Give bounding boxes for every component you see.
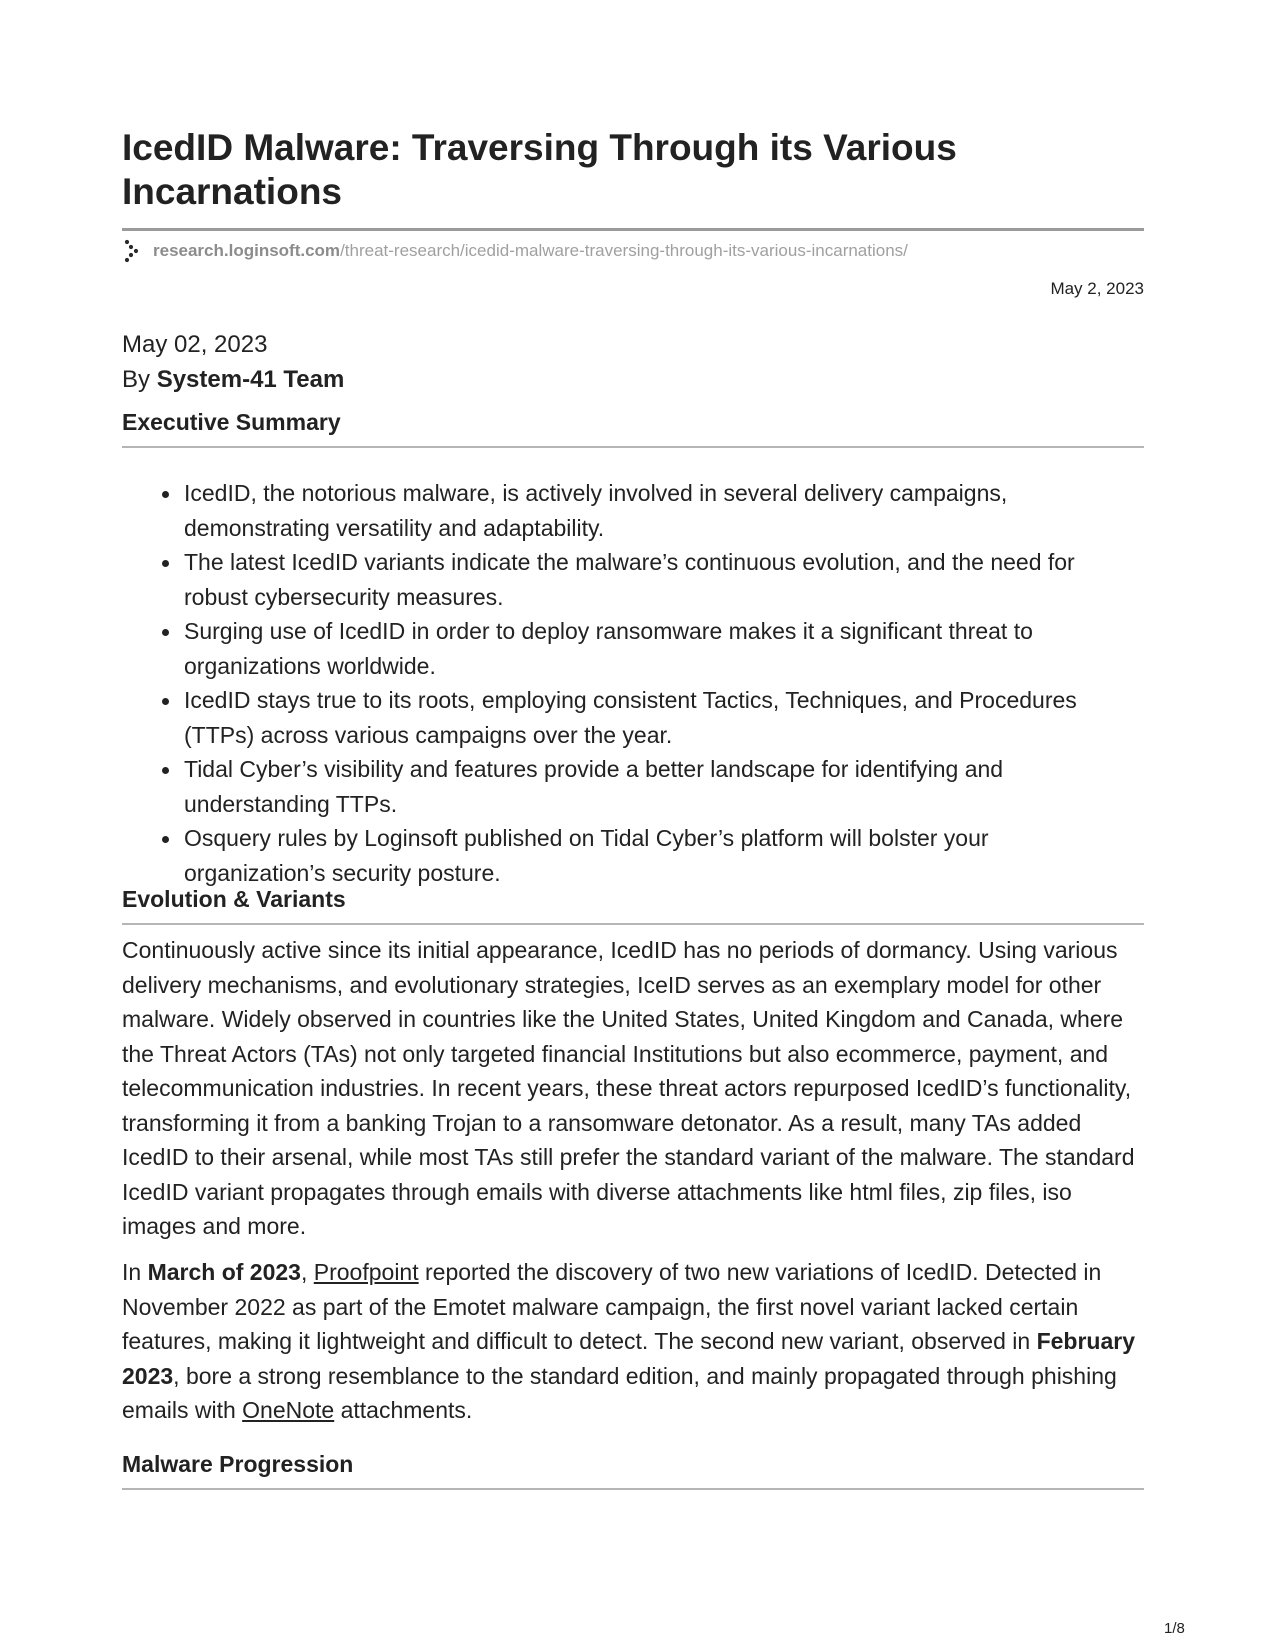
byline: [122, 366, 344, 394]
list-item: Osquery rules by Loginsoft published on Tidal Cyber’s platform will bolster your organization’s security posture.: [184, 821, 1144, 890]
paragraph-text: attachments.: [334, 1397, 473, 1423]
heading-malware-progression: Malware Progression: [122, 1451, 354, 1477]
source-url[interactable]: [122, 239, 908, 263]
author-name: System-41 Team: [156, 366, 345, 393]
paragraph-text: ,: [300, 1259, 314, 1285]
paragraph-text: reported the discovery of two new variations of IcedID. Detected in November 2022 as part of the Emotet malware campaign, the first novel variant lacked certain features, making it lightweight and difficult to detect. The second new variant, observed in: [122, 1259, 1102, 1354]
title-divider: [122, 228, 1144, 231]
executive-summary-divider: [122, 446, 1144, 448]
emphasis-date: March of 2023: [147, 1259, 301, 1285]
list-item: IcedID stays true to its roots, employing consistent Tactics, Techniques, and Procedures (TTPs) across various campaigns over the year.: [184, 683, 1144, 752]
list-item: Tidal Cyber’s visibility and features provide a better landscape for identifying and understanding TTPs.: [184, 752, 1144, 821]
list-item: The latest IcedID variants indicate the malware’s continuous evolution, and the need for robust cybersecurity measures.: [184, 545, 1144, 614]
page-number: 1/8: [1164, 1620, 1185, 1637]
executive-summary-list: [122, 476, 1144, 890]
heading-evolution-variants: Evolution & Variants: [122, 886, 346, 912]
evolution-divider: [122, 923, 1144, 925]
article-title: IcedID Malware: Traversing Through its Various Incarnations: [122, 127, 957, 212]
source-url-path: /threat-research/icedid-malware-traversing-through-its-various-incarnations/: [340, 241, 908, 260]
list-item: Surging use of IcedID in order to deploy ransomware makes it a significant threat to organizations worldwide.: [184, 614, 1144, 683]
heading-executive-summary: Executive Summary: [122, 409, 341, 435]
list-item: IcedID, the notorious malware, is actively involved in several delivery campaigns, demonstrating versatility and adaptability.: [184, 476, 1144, 545]
proofpoint-link[interactable]: Proofpoint: [313, 1259, 419, 1285]
paragraph-text: , bore a strong resemblance to the standard edition, and mainly propagated through phishing emails with: [122, 1362, 1117, 1423]
publish-date: May 02, 2023: [122, 331, 268, 358]
evolution-paragraph-2: [122, 1255, 1144, 1428]
evolution-paragraph-1: Continuously active since its initial appearance, IcedID has no periods of dormancy. Using various delivery mechanisms, and evolutionary strategies, IceID serves as an exemplary model for other malware. Widely observed in countries like the United States, United Kingdom and Canada, where the Threat Actors (TAs) not only targeted financial Institutions but also ecommerce, payment, and telecommunication industries. In recent years, these threat actors repurposed IcedID’s functionality, transforming it from a banking Trojan to a ransomware detonator. As a result, many TAs added IcedID to their arsenal, while most TAs still prefer the standard variant of the malware. The standard IcedID variant propagates through emails with diverse attachments like html files, zip files, iso images and more.: [122, 937, 1135, 1239]
paragraph-text: In: [122, 1259, 148, 1285]
byline-prefix: By: [122, 366, 157, 393]
progression-divider: [122, 1488, 1144, 1490]
clip-date: May 2, 2023: [1050, 279, 1144, 298]
emphasis-date: February 2023: [122, 1328, 1136, 1389]
source-url-domain: research.loginsoft.com: [153, 241, 341, 260]
link-dots-icon: [122, 239, 146, 263]
onenote-link[interactable]: OneNote: [242, 1397, 335, 1423]
